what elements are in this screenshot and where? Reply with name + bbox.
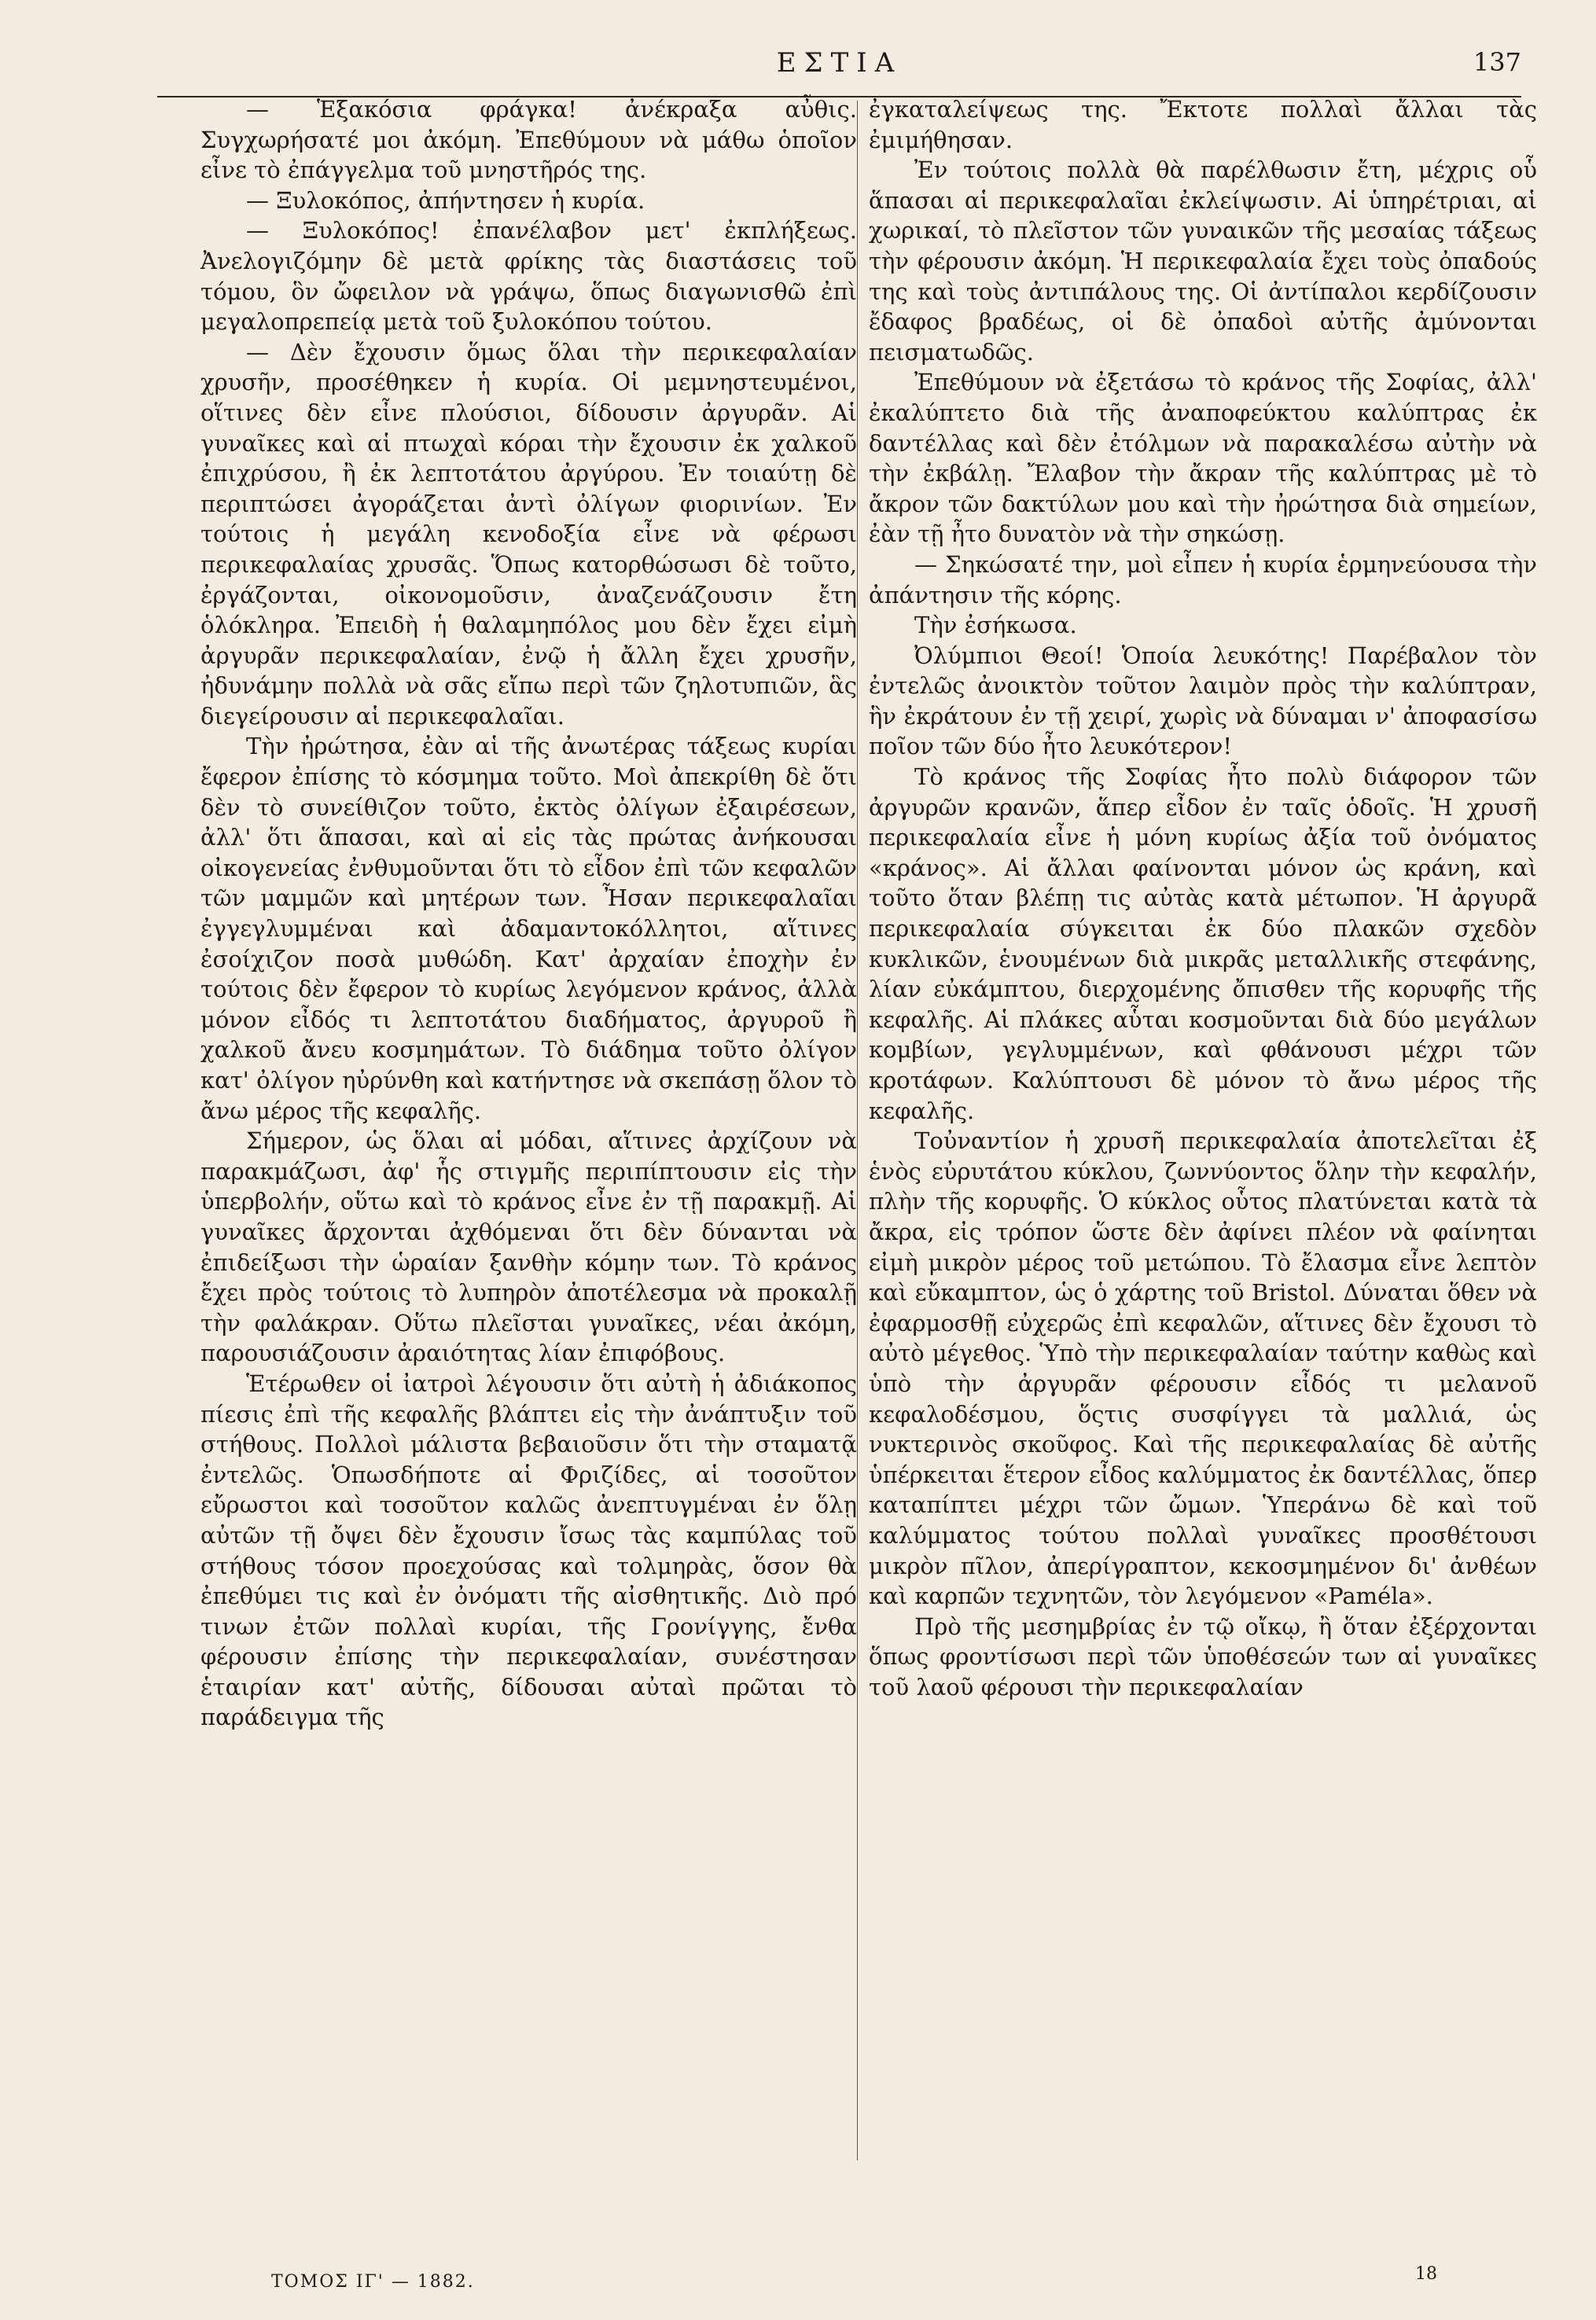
right-column — [869, 94, 1537, 1702]
paragraph: Τὸ κράνος τῆς Σοφίας ἦτο πολὺ διάφορον τῶν ἀργυρῶν κρανῶν, ἅπερ εἶδον ἐν ταῖς ὁδοῖς. Ἡ χρυσῆ περικεφαλαία εἶνε ἡ μόνη κυρίως ἀξία τοῦ ὀνόματος «κράνος». Αἱ ἄλλαι φαίνονται μόνον ὡς κράνη, καὶ τοῦτο ὅταν βλέπῃ τις αὐτὰς κατὰ μέτωπον. Ἡ ἀργυρᾶ περικεφαλαία σύγκειται ἐκ δύο πλακῶν σχεδὸν κυκλικῶν, ἑνουμένων διὰ μικρᾶς μεταλλικῆς στεφάνης, λίαν εὐκάμπτου, διερχομένης ὄπισθεν τῆς κορυφῆς τῆς κεφαλῆς. Αἱ πλάκες αὗται κοσμοῦνται διὰ δύο μεγάλων κομβίων, γεγλυμμένων, καὶ φθάνουσι μέχρι τῶν κροτάφων. Καλύπτουσι δὲ μόνον τὸ ἄνω μέρος τῆς κεφαλῆς. — [869, 763, 1537, 1124]
page-number: 137 — [1473, 47, 1521, 77]
paragraph: Πρὸ τῆς μεσημβρίας ἐν τῷ οἴκῳ, ἢ ὅταν ἐξέρχονται ὅπως φροντίσωσι περὶ τῶν ὑποθέσεών των αἱ γυναῖκες τοῦ λαοῦ φέρουσι τὴν περικεφαλαίαν — [869, 1612, 1537, 1700]
paragraph: — Ξυλοκόπος! ἐπανέλαβον μετ' ἐκπλήξεως. Ἀνελογιζόμην δὲ μετὰ φρίκης τὰς διαστάσεις τοῦ τόμου, ὃν ὤφειλον νὰ γράψω, ὅπως διαγωνισθῶ ἐπὶ μεγαλοπρεπείᾳ μετὰ τοῦ ξυλοκόπου τούτου. — [200, 217, 857, 336]
paragraph: Ὀλύμπιοι Θεοί! Ὁποία λευκότης! Παρέβαλον τὸν ἐντελῶς ἀνοικτὸν τοῦτον λαιμὸν πρὸς τὴν καλύπτραν, ἣν ἐκράτουν ἐν τῇ χειρί, χωρὶς νὰ δύναμαι ν' ἀποφασίσω ποῖον τῶν δύο ἦτο λευκότερον! — [869, 642, 1537, 760]
paragraph: ἐγκαταλείψεως της. Ἔκτοτε πολλαὶ ἄλλαι τὰς ἐμιμήθησαν. — [869, 96, 1537, 153]
volume-footer: ΤΟΜΟΣ ΙΓ' — 1882. — [271, 2272, 475, 2292]
paragraph: Ἑτέρωθεν οἱ ἰατροὶ λέγουσιν ὅτι αὐτὴ ἡ ἀδιάκοπος πίεσις ἐπὶ τῆς κεφαλῆς βλάπτει εἰς τὴν ἀνάπτυξιν τοῦ στήθους. Πολλοὶ μάλιστα βεβαιοῦσιν ὅτι τὴν σταματᾷ ἐντελῶς. Ὁπωσδήποτε αἱ Φριζίδες, αἱ τοσοῦτον εὔρωστοι καὶ τοσοῦτον καλῶς ἀνεπτυγμέναι ἐν ὅλῃ αὐτῶν τῇ ὄψει δὲν ἔχουσιν ἴσως τὰς καμπύλας τοῦ στήθους τόσον προεχούσας καὶ τολμηρὰς, ὅσον θὰ ἐπεθύμει τις καὶ ἐν ὀνόματι τῆς αἰσθητικῆς. Διὸ πρό τινων ἐτῶν πολλαὶ κυρίαι, τῆς Γρονίγγης, ἔνθα φέρουσιν ἐπίσης τὴν περικεφαλαίαν, συνέστησαν ἑταιρίαν κατ' αὐτῆς, δίδουσαι αὐταὶ πρῶται τὸ παράδειγμα τῆς — [200, 1370, 857, 1731]
paragraph: Ἐπεθύμουν νὰ ἐξετάσω τὸ κράνος τῆς Σοφίας, ἀλλ' ἐκαλύπτετο διὰ τῆς ἀναποφεύκτου καλύπτρας ἐκ δαντέλλας καὶ δὲν ἐτόλμων νὰ παρακαλέσω αὐτὴν νὰ τὴν ἐκβάλῃ. Ἔλαβον τὴν ἄκραν τῆς καλύπτρας μὲ τὸ ἄκρον τῶν δακτύλων μου καὶ τὴν ἠρώτησα διὰ σημείων, ἐὰν τῇ ἦτο δυνατὸν νὰ τὴν σηκώσῃ. — [869, 369, 1537, 548]
running-title: ΕΣΤΙΑ — [776, 47, 903, 79]
paragraph: Τοὐναντίον ἡ χρυσῆ περικεφαλαία ἀποτελεῖται ἐξ ἑνὸς εὐρυτάτου κύκλου, ζωννύοντος ὅλην τὴν κεφαλήν, πλὴν τῆς κορυφῆς. Ὁ κύκλος οὗτος πλατύνεται κατὰ τὰ ἄκρα, εἰς τρόπον ὥστε δὲν ἀφίνει πλέον νὰ φαίνηται εἰμὴ μικρὸν μέρος τοῦ μετώπου. Τὸ ἔλασμα εἶνε λεπτὸν καὶ εὔκαμπτον, ὡς ὁ χάρτης τοῦ Bristol. Δύναται ὅθεν νὰ ἐφαρμοσθῇ εὐχερῶς ἐπὶ κεφαλῶν, αἵτινες δὲν ἔχουσι τὸ αὐτὸ μέγεθος. Ὑπὸ τὴν περικεφαλαίαν ταύτην καθὼς καὶ ὑπὸ τὴν ἀργυρᾶν φέρουσιν εἶδός τι μελανοῦ κεφαλοδέσμου, ὅςτις συσφίγγει τὰ μαλλιά, ὡς νυκτερινὸς σκοῦφος. Καὶ τῆς περικεφαλαίας δὲ αὐτῆς ὑπέρκειται ἕτερον εἶδος καλύμματος ἐκ δαντέλλας, ὅπερ καταπίπτει μέχρι τῶν ὤμων. Ὑπεράνω δὲ καὶ τοῦ καλύμματος τούτου πολλαὶ γυναῖκες προσθέτουσι μικρὸν πῖλον, ἀπερίγραπτον, κεκοσμημένον δι' ἀνθέων καὶ καρπῶν τεχνητῶν, τὸν λεγόμενον «Paméla». — [869, 1127, 1537, 1610]
paragraph: Σήμερον, ὡς ὅλαι αἱ μόδαι, αἵτινες ἀρχίζουν νὰ παρακμάζωσι, ἀφ' ἧς στιγμῆς περιπίπτουσιν εἰς τὴν ὑπερβολήν, οὕτω καὶ τὸ κράνος εἶνε ἐν τῇ παρακμῇ. Αἱ γυναῖκες ἄρχονται ἀχθόμεναι ὅτι δὲν δύνανται νὰ ἐπιδείξωσι τὴν ὡραίαν ξανθὴν κόμην των. Τὸ κράνος ἔχει πρὸς τούτοις τὸ λυπηρὸν ἀποτέλεσμα νὰ προκαλῇ τὴν φαλάκραν. Οὕτω πλεῖσται γυναῖκες, νέαι ἀκόμη, παρουσιάζουσιν ἀραιότητας λίαν ἐπιφόβους. — [200, 1127, 857, 1367]
paragraph: — Ξυλοκόπος, ἀπήντησεν ἡ κυρία. — [246, 186, 645, 214]
page-header — [157, 41, 1521, 97]
signature-mark: 18 — [1415, 2264, 1437, 2284]
paragraph: Τὴν ἠρώτησα, ἐὰν αἱ τῆς ἀνωτέρας τάξεως κυρίαι ἔφερον ἐπίσης τὸ κόσμημα τοῦτο. Μοὶ ἀπεκρίθη δὲ ὅτι δὲν τὸ συνείθιζον τοῦτο, ἐκτὸς ὀλίγων ἐξαιρέσεων, ἀλλ' ὅτι ἅπασαι, καὶ αἱ εἰς τὰς πρώτας ἀνήκουσαι οἰκογενείας ἐνθυμοῦνται ὅτι τὸ εἶδον ἐπὶ τῶν κεφαλῶν τῶν μαμμῶν καὶ μητέρων των. Ἦσαν περικεφαλαῖαι ἐγγεγλυμμέναι καὶ ἀδαμαντοκόλλητοι, αἵτινες ἐσοίχιζον ποσὰ μυθώδη. Κατ' ἀρχαίαν ἐποχὴν ἐν τούτοις δὲν ἔφερον τὸ κυρίως λεγόμενον κράνος, ἀλλὰ μόνον εἶδός τι λεπτοτάτου διαδήματος, ἀργυροῦ ἢ χαλκοῦ ἄνευ κοσμημάτων. Τὸ διάδημα τοῦτο ὀλίγον κατ' ὀλίγον ηὐρύνθη καὶ κατήντησε νὰ σκεπάσῃ ὅλον τὸ ἄνω μέρος τῆς κεφαλῆς. — [200, 733, 857, 1124]
left-column — [200, 94, 857, 1733]
paragraph: — Σηκώσατέ την, μοὶ εἶπεν ἡ κυρία ἑρμηνεύουσα τὴν ἀπάντησιν τῆς κόρης. — [869, 550, 1537, 608]
column-divider — [857, 101, 858, 2160]
paragraph: — Ἑξακόσια φράγκα! ἀνέκραξα αὖθις. Συγχωρήσατέ μοι ἀκόμη. Ἐπεθύμουν νὰ μάθω ὁποῖον εἶνε τὸ ἐπάγγελμα τοῦ μνηστῆρός της. — [200, 96, 857, 184]
paragraph: — Δὲν ἔχουσιν ὅμως ὅλαι τὴν περικεφαλαίαν χρυσῆν, προσέθηκεν ἡ κυρία. Οἱ μεμνηστευμένοι, οἵτινες δὲν εἶνε πλούσιοι, δίδουσιν ἀργυρᾶν. Αἱ γυναῖκες καὶ αἱ πτωχαὶ κόραι τὴν ἔχουσιν ἐκ χαλκοῦ ἐπιχρύσου, ἢ ἐκ λεπτοτάτου ἀργύρου. Ἐν τοιαύτῃ δὲ περιπτώσει ἀγοράζεται ἀντὶ ὀλίγων φιορινίων. Ἐν τούτοις ἡ μεγάλη κενοδοξία εἶνε νὰ φέρωσι περικεφαλαίας χρυσᾶς. Ὅπως κατορθώσωσι δὲ τοῦτο, ἐργάζονται, οἰκονομοῦσιν, ἀναζενάζουσιν ἔτη ὁλόκληρα. Ἐπειδὴ ἡ θαλαμηπόλος μου δὲν ἔχει εἰμὴ ἀργυρᾶν περικεφαλαίαν, ἐνῷ ἡ ἄλλη ἔχει χρυσῆν, ἠδυνάμην πολλὰ νὰ σᾶς εἴπω περὶ τῶν ζηλοτυπιῶν, ἃς διεγείρουσιν αἱ περικεφαλαῖαι. — [200, 338, 857, 730]
paragraph: Τὴν ἐσήκωσα. — [914, 612, 1077, 639]
paragraph: Ἐν τούτοις πολλὰ θὰ παρέλθωσιν ἔτη, μέχρις οὗ ἅπασαι αἱ περικεφαλαῖαι ἐκλείψωσιν. Αἱ ὑπηρέτριαι, αἱ χωρικαί, τὸ πλεῖστον τῶν γυναικῶν τῆς μεσαίας τάξεως τὴν φέρουσιν ἀκόμη. Ἡ περικεφαλαία ἔχει τοὺς ὀπαδούς της καὶ τοὺς ἀντιπάλους της. Οἱ ἀντίπαλοι κερδίζουσιν ἔδαφος βραδέως, οἱ δὲ ὀπαδοὶ αὐτῆς ἀμύνονται πεισματωδῶς. — [869, 156, 1537, 366]
